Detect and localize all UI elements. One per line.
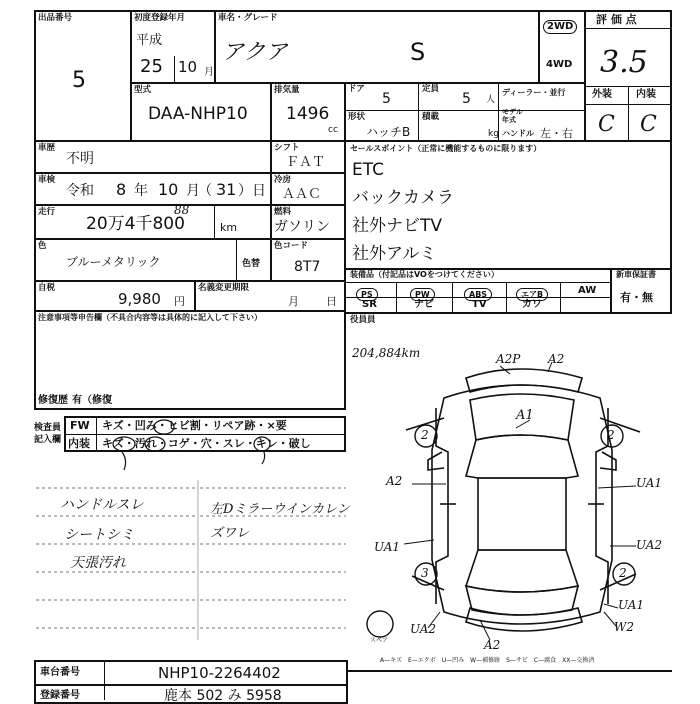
doors-label: ドア: [348, 84, 365, 94]
handnote-2: シートシミ: [64, 527, 134, 543]
car-grade: S: [410, 38, 426, 66]
name-change-label: 名義変更期限: [198, 283, 250, 293]
reg-label: 初度登録年月: [134, 13, 186, 23]
color-change-label: 色替: [242, 259, 261, 269]
color-code-label: 色コード: [274, 241, 309, 251]
tag-a1: A1: [516, 408, 534, 423]
sales-points-label: セールスポイント（正常に機能するものに限ります）: [350, 144, 542, 153]
tag-a2p: A2P: [496, 352, 521, 366]
inspection-era: 令和: [66, 183, 94, 199]
capacity-label: 定員: [422, 84, 440, 94]
color-code: 8T7: [294, 259, 321, 275]
mileage-label: 走行: [38, 207, 56, 217]
inspection-month: 10: [158, 180, 179, 199]
fuel-value: ガソリン: [274, 219, 330, 235]
reg-month-unit: 月: [204, 67, 214, 78]
bottom-right-box: [346, 670, 672, 704]
reg-era: 平成: [136, 33, 163, 48]
capacity-unit: 人: [486, 95, 496, 105]
equip-ps: PS: [356, 284, 378, 301]
handnote-3: 天張汚れ: [70, 555, 126, 571]
repair-label: 修復歴: [38, 395, 68, 406]
defects-row2: キズ・汚れ・コゲ・穴・スレ・キレ・破し: [102, 437, 311, 450]
defects-label-2: 記入欄: [34, 435, 62, 445]
equip-navi: ナビ: [414, 299, 434, 310]
interior-score: C: [640, 112, 657, 137]
warranty-label: 新車保証書: [616, 270, 656, 279]
tax-label: 自税: [38, 283, 56, 293]
tag-ua1-bottom: UA1: [618, 598, 645, 612]
name-change-day: 日: [326, 295, 337, 308]
tag-w2: W2: [614, 620, 634, 634]
handle-label: ハンドル: [502, 129, 534, 138]
equip-sr: SR: [362, 299, 377, 310]
history-label: 車歴: [38, 143, 56, 153]
equip-abs: ABS: [464, 284, 492, 301]
diagram-legend: A—キズ E—エクボ U—凹み W—補修跡 S—サビ C—腐食 XX—交換済: [380, 657, 595, 664]
shape-label: 形状: [348, 112, 366, 122]
tag-ua2-bottom: UA2: [410, 622, 437, 636]
diagram-mileage: 204,884km: [352, 346, 421, 360]
mileage-value: 20万4千800: [86, 214, 185, 234]
plate-label: 登録番号: [40, 690, 80, 701]
tire-fr: 2: [607, 428, 615, 442]
tag-ua1-right: UA1: [636, 476, 663, 490]
defects-row1-head: FW: [70, 419, 90, 432]
drive-4wd: 4WD: [546, 59, 573, 70]
shape-value: ハッチB: [366, 125, 411, 139]
color-value: ブルーメタリック: [66, 255, 161, 269]
score-label: 評 価 点: [596, 13, 637, 26]
inspection-day-open: （: [198, 183, 212, 199]
mileage-overwrite: 88: [174, 203, 190, 217]
tax-value: 9,980: [118, 290, 161, 308]
equipment-label: 装備品（付記品はVOをつけてください）: [350, 270, 499, 279]
defects-label-1: 検査員: [34, 423, 62, 433]
reg-year: 25: [140, 56, 163, 77]
capacity-value: 5: [462, 91, 471, 107]
displacement-label: 排気量: [274, 85, 300, 95]
handle-value: 左・右: [540, 127, 573, 140]
car-label: 車名・グレード: [218, 13, 278, 23]
shift-value: ＦＡＴ: [286, 155, 326, 170]
tag-a2-left: A2: [386, 474, 403, 488]
tire-rl: 3: [421, 566, 429, 580]
equip-aw: AW: [578, 285, 597, 296]
displacement-value: 1496: [286, 104, 330, 124]
inspection-day-close: ）日: [238, 183, 266, 199]
tag-a2-bottom: A2: [484, 638, 501, 652]
reg-month: 10: [178, 58, 198, 76]
notes-label: 注意事項等申告欄（不具合内容等は具体的に記入して下さい）: [38, 313, 262, 322]
exterior-score: C: [598, 112, 615, 137]
tax-unit: 円: [174, 295, 185, 308]
tag-ua2-right: UA2: [636, 538, 663, 552]
chassis-label: 車台番号: [40, 667, 80, 678]
sales-point-4: 社外アルミ: [352, 244, 437, 264]
tag-ua1-left: UA1: [374, 540, 401, 554]
car-name: アクア: [222, 40, 288, 65]
spare-label: スペア: [370, 637, 389, 644]
inspection-year: 8: [116, 180, 127, 199]
defects-row1: キズ・凹み・ヒビ割・リペア跡・×要: [102, 419, 287, 432]
doors-value: 5: [382, 91, 391, 107]
model-year-label: モデル年式: [502, 108, 523, 124]
sales-point-1: ETC: [352, 160, 384, 180]
shift-label: シフト: [274, 143, 300, 153]
displacement-unit: cc: [328, 125, 338, 135]
officer-label: 役員員: [350, 315, 376, 325]
mileage-unit: km: [220, 221, 238, 234]
inspection-label: 車検: [38, 175, 56, 185]
inspection-month-unit: 月: [186, 183, 200, 199]
load-label: 積載: [422, 112, 440, 122]
defects-row2-head: 内装: [68, 437, 90, 450]
dealer-label: ディーラー・並行: [502, 88, 566, 97]
equip-pw: PW: [410, 284, 435, 301]
warranty-value: 有・無: [620, 291, 653, 304]
chassis-value: NHP10-2264402: [158, 664, 281, 682]
name-change-month: 月: [288, 295, 299, 308]
sales-point-3: 社外ナビTV: [352, 216, 443, 236]
load-unit: kg: [488, 129, 499, 139]
ac-label: 冷房: [274, 175, 292, 185]
color-label: 色: [38, 241, 47, 251]
score-value: 3.5: [600, 45, 648, 80]
drive-2wd: 2WD: [543, 20, 577, 34]
lot-label: 出品番号: [38, 13, 73, 23]
plate-value: 鹿本 502 み 5958: [164, 688, 282, 704]
equip-airbag: エアB: [516, 284, 548, 301]
equip-leather: カワ: [522, 299, 542, 310]
interior-label: 内装: [636, 89, 656, 100]
history-value: 不明: [66, 151, 94, 167]
ac-value: ＡＡＣ: [282, 187, 322, 202]
fuel-label: 燃料: [274, 207, 292, 217]
lot-number: 5: [72, 68, 86, 93]
inspection-day: 31: [216, 180, 237, 199]
inspection-year-unit: 年: [134, 183, 148, 199]
tag-a2-top: A2: [548, 352, 565, 366]
equip-tv: TV: [472, 299, 487, 310]
model-value: DAA-NHP10: [148, 104, 248, 124]
sales-point-2: バックカメラ: [352, 188, 454, 208]
handnote-4: 左Dミラーウインカレンズワレ: [210, 502, 350, 541]
handnote-1: ハンドルスレ: [60, 497, 144, 513]
tire-rr: 2: [619, 566, 627, 580]
tire-fl: 2: [421, 428, 429, 442]
model-label: 型式: [134, 85, 152, 95]
exterior-label: 外装: [592, 89, 612, 100]
repair-value: 有（修復: [72, 395, 112, 406]
